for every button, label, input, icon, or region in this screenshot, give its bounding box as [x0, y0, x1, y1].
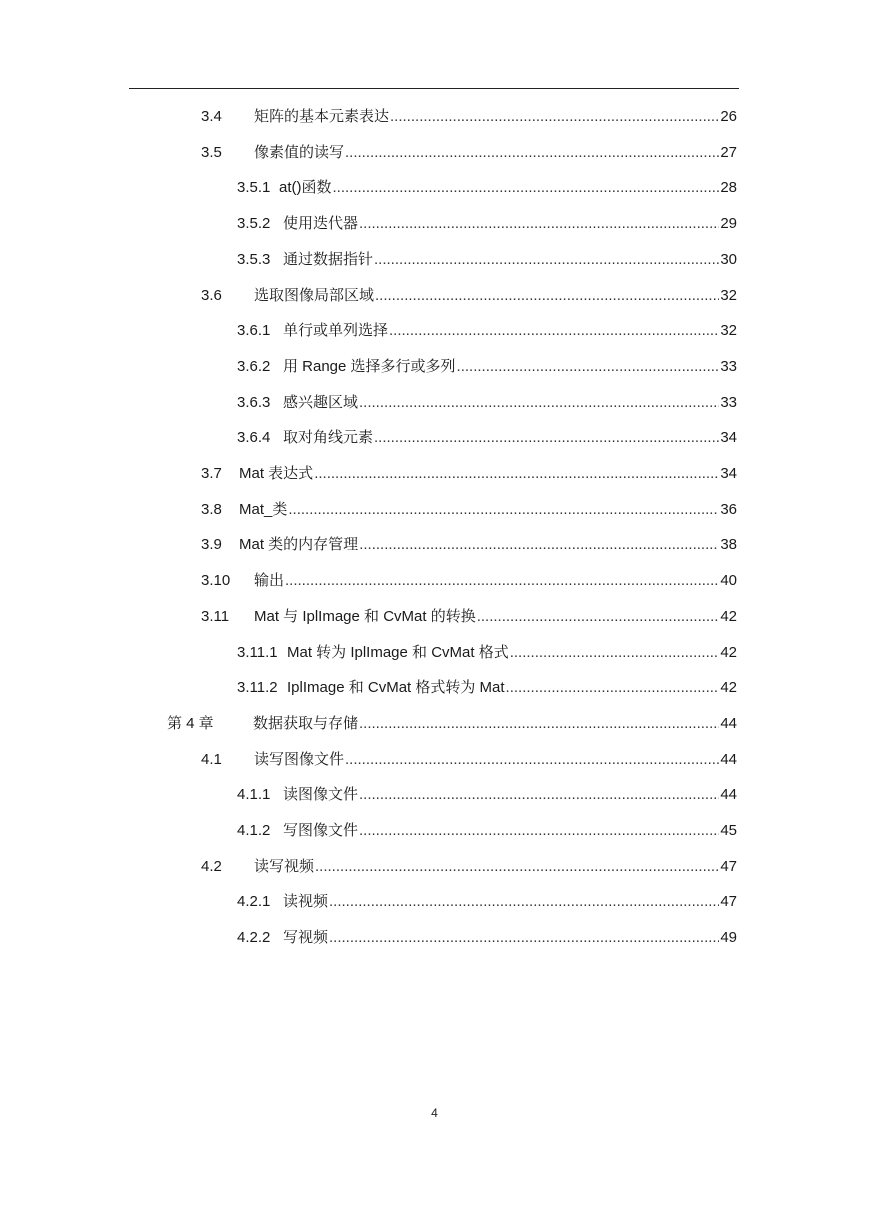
toc-entry-number: 4.2.1	[237, 893, 271, 911]
toc-dot-leader	[477, 607, 720, 627]
toc-entry-page: 49	[720, 929, 737, 947]
toc-entry-title: 读写视频	[254, 857, 315, 875]
toc-entry-number: 3.6.3	[237, 393, 271, 411]
toc-entry[interactable]	[237, 313, 737, 349]
toc-entry[interactable]	[201, 849, 737, 885]
toc-dot-leader	[375, 286, 719, 306]
toc-dot-leader	[345, 750, 719, 770]
toc-entry-page: 44	[720, 786, 737, 804]
toc-entry[interactable]	[237, 242, 737, 278]
toc-entry-number: 3.10	[201, 572, 231, 590]
toc-entry-page: 33	[720, 357, 737, 375]
toc-entry-title: 通过数据指针	[283, 250, 374, 268]
toc-entry-number: 3.11	[201, 607, 230, 625]
toc-dot-leader	[285, 571, 719, 591]
toc-dot-leader	[314, 464, 719, 484]
toc-entry-title: 读图像文件	[283, 786, 359, 804]
toc-entry-number: 3.5.2	[237, 215, 271, 233]
toc-dot-leader	[359, 214, 719, 234]
toc-dot-leader	[329, 892, 719, 912]
toc-entry-number: 4.2.2	[237, 929, 271, 947]
toc-entry-title: 感兴趣区域	[283, 393, 359, 411]
footer-page-number: 4	[431, 1106, 438, 1120]
toc-entry-number: 4.1.2	[237, 822, 271, 839]
toc-entry-title: 取对角线元素	[283, 429, 374, 447]
toc-dot-leader	[506, 678, 720, 698]
toc-entry-title: 使用迭代器	[283, 215, 359, 233]
toc-entry[interactable]	[201, 563, 737, 599]
toc-entry-page: 28	[720, 179, 737, 197]
toc-entry[interactable]	[237, 670, 737, 706]
toc-entry-number: 4.1.1	[237, 786, 271, 804]
toc-entry-number: 4.1	[201, 750, 222, 768]
toc-entry[interactable]	[201, 492, 737, 528]
toc-entry-page: 47	[720, 857, 737, 875]
toc-entry-page: 33	[720, 393, 737, 411]
toc-entry[interactable]	[237, 920, 737, 956]
toc-entry[interactable]	[237, 385, 737, 421]
toc-entry-number: 3.5.3	[237, 250, 271, 268]
toc-entry[interactable]	[201, 527, 737, 563]
toc-entry-page: 47	[720, 893, 737, 911]
toc-entry-page: 36	[720, 500, 737, 518]
toc-entry-page: 44	[720, 750, 737, 768]
toc-entry-number: 3.5	[201, 143, 222, 161]
toc-dot-leader	[510, 643, 720, 663]
toc-dot-leader	[333, 178, 720, 198]
toc-entry[interactable]	[167, 706, 737, 742]
toc-dot-leader	[359, 821, 719, 841]
toc-dot-leader	[359, 535, 719, 555]
toc-entry-page: 38	[720, 536, 737, 554]
toc-entry[interactable]	[237, 420, 737, 456]
toc-entry-page: 34	[720, 465, 737, 482]
toc-entry-page: 34	[720, 429, 737, 447]
toc-entry-number: 3.4	[201, 108, 222, 125]
toc-dot-leader	[359, 393, 719, 413]
toc-entry-title: Mat_类	[239, 500, 288, 518]
toc-entry-title: 写图像文件	[283, 822, 359, 839]
toc-entry[interactable]	[201, 99, 737, 135]
toc-dot-leader	[374, 428, 719, 448]
toc-entry-number: 3.6.1	[237, 322, 271, 340]
toc-entry-title: 读写图像文件	[254, 750, 345, 768]
toc-entry-title: 写视频	[283, 929, 329, 947]
toc-entry[interactable]	[201, 742, 737, 778]
toc-entry-page: 27	[720, 143, 737, 161]
toc-entry[interactable]	[237, 884, 737, 920]
toc-entry[interactable]	[237, 170, 737, 206]
toc-entry[interactable]	[237, 206, 737, 242]
toc-entry-page: 45	[720, 822, 737, 839]
toc-entry-title: Mat 转为 IplImage 和 CvMat 格式	[287, 643, 509, 661]
toc-dot-leader	[329, 928, 719, 948]
toc-entry-number: 3.11.2	[237, 679, 278, 697]
toc-entry-number: 3.11.1	[237, 643, 278, 661]
toc-dot-leader	[390, 107, 719, 127]
toc-entry-page: 42	[720, 607, 737, 625]
toc-entry-number: 3.6.2	[237, 357, 271, 375]
toc-dot-leader	[359, 714, 719, 734]
toc-entry-title: IplImage 和 CvMat 格式转为 Mat	[287, 679, 505, 697]
toc-entry-page: 32	[720, 286, 737, 304]
toc-entry-title: Mat 类的内存管理	[239, 536, 359, 554]
toc-entry-title: 用 Range 选择多行或多列	[283, 357, 456, 375]
toc-entry-number: 3.5.1	[237, 179, 271, 197]
toc-entry-title: 矩阵的基本元素表达	[254, 108, 390, 125]
toc-entry[interactable]	[237, 777, 737, 813]
toc-dot-leader	[315, 857, 719, 877]
toc-entry-title: 选取图像局部区域	[254, 286, 375, 304]
toc-dot-leader	[359, 785, 719, 805]
toc-entry-number: 第 4 章	[167, 714, 214, 732]
toc-entry[interactable]	[201, 599, 737, 635]
toc-entry-title: at()函数	[279, 179, 332, 197]
toc-dot-leader	[389, 321, 719, 341]
toc-dot-leader	[345, 143, 719, 163]
toc-entry-page: 30	[720, 250, 737, 268]
toc-entry-title: 单行或单列选择	[283, 322, 389, 340]
toc-entry-page: 42	[720, 679, 737, 697]
toc-dot-leader	[457, 357, 720, 377]
toc-entry[interactable]	[201, 135, 737, 171]
toc-entry[interactable]	[237, 349, 737, 385]
toc-entry-page: 44	[720, 714, 737, 732]
toc-entry-page: 32	[720, 322, 737, 340]
toc-entry-number: 3.6.4	[237, 429, 271, 447]
toc-entry-page: 42	[720, 643, 737, 661]
toc-entry-page: 40	[720, 572, 737, 590]
toc-entry[interactable]	[201, 278, 737, 314]
toc-entry-number: 4.2	[201, 857, 222, 875]
toc-dot-leader	[374, 250, 719, 270]
header-rule	[129, 88, 739, 89]
toc-entry-number: 3.6	[201, 286, 222, 304]
toc-entry-number: 3.7	[201, 465, 222, 482]
toc-entry[interactable]	[237, 635, 737, 671]
toc-entry-title: Mat 表达式	[239, 465, 314, 482]
toc-entry-title: 输出	[254, 572, 285, 590]
toc-entry-number: 3.8	[201, 500, 222, 518]
toc-entry-title: 读视频	[283, 893, 329, 911]
toc-entry-title: Mat 与 IplImage 和 CvMat 的转换	[254, 607, 476, 625]
toc-entry-title: 数据获取与存储	[253, 714, 359, 732]
toc-entry-page: 26	[720, 108, 737, 125]
toc-entry-title: 像素值的读写	[254, 143, 345, 161]
toc-dot-leader	[288, 500, 719, 520]
toc-entry[interactable]	[237, 813, 737, 849]
toc-entry-page: 29	[720, 215, 737, 233]
toc-entry-number: 3.9	[201, 536, 222, 554]
toc-entry[interactable]	[201, 456, 737, 492]
